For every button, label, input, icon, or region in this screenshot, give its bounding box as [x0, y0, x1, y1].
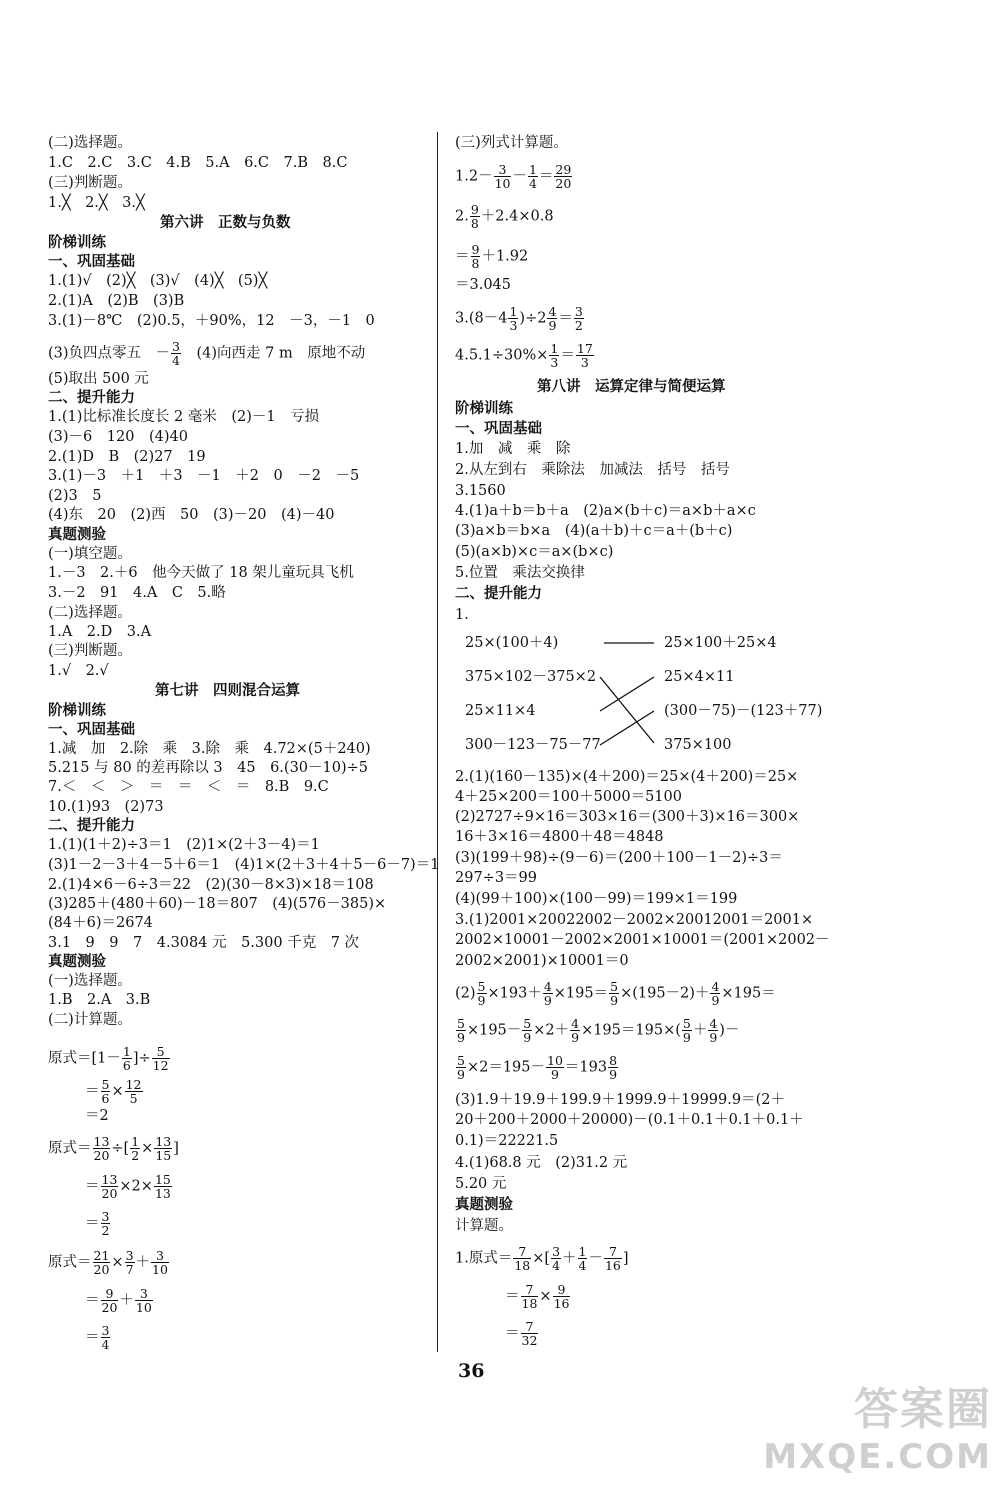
- fraction: $\frac{4}{9}$: [711, 979, 720, 1008]
- text-line: 2.(1)4×6－6÷3＝22 (2)(30－8×3)×18＝108: [48, 877, 374, 893]
- text-line: 4.(1)a＋b＝b＋a (2)a×(b＋c)＝a×b＋a×c: [455, 503, 756, 519]
- text-line: 1.(1)√ (2)╳ (3)√ (4)╳ (5)╳: [48, 273, 268, 289]
- calc-line: ＝ $\frac{3}{4}$: [85, 1323, 110, 1352]
- fraction: $\frac{17}{3}$: [576, 341, 593, 370]
- text-line: (4)(99＋100)×(100－99)＝199×1＝199: [455, 891, 738, 907]
- calc-line: ＝ $\frac{7}{18}$ × $\frac{9}{16}$: [505, 1282, 570, 1311]
- subheading: 阶梯训练: [455, 401, 513, 417]
- subheading: 阶梯训练: [48, 703, 106, 719]
- subheading: 二、提升能力: [48, 390, 135, 406]
- text-line: 4＋25×200＝100＋5000＝5100: [455, 789, 682, 805]
- calc-line: ＝ $\frac{9}{20}$ ＋ $\frac{3}{10}$: [85, 1286, 152, 1315]
- match-left-item: 300－123－75－77: [465, 737, 601, 753]
- section-heading: 第七讲 四则混合运算: [155, 683, 300, 699]
- fraction: $\frac{9}{16}$: [553, 1282, 570, 1311]
- fraction: $\frac{1}{3}$: [550, 341, 559, 370]
- text-line: 1.╳ 2.╳ 3.╳: [48, 195, 145, 211]
- fraction: $\frac{8}{9}$: [609, 1053, 618, 1082]
- fraction: $\frac{5}{9}$: [457, 1053, 465, 1082]
- fraction: $\frac{3}{10}$: [152, 1248, 168, 1277]
- fraction: $\frac{3}{10}$: [135, 1286, 152, 1315]
- text-line: 1.(1)(1＋2)÷3＝1 (2)1×(2＋3－4)＝1: [48, 837, 320, 853]
- calc-line: ＝ $\frac{5}{6}$ × $\frac{12}{5}$: [85, 1077, 142, 1106]
- watermark-logo: 答案圈: [854, 1384, 992, 1435]
- text-line: 2.(1)A (2)B (3)B: [48, 293, 185, 309]
- text-line: 16＋3×16＝4800＋48＝4848: [455, 829, 664, 845]
- fraction: $\frac{5}{9}$: [682, 1016, 691, 1045]
- fraction: $\frac{1}{6}$: [122, 1044, 131, 1073]
- calc-line: (2) $\frac{5}{9}$ ×193＋ $\frac{4}{9}$ ×195＝ $\frac{5}{9}$ ×(195－2)＋ $\frac{4}{9}$ ×195＝: [455, 979, 776, 1008]
- match-line: [600, 677, 654, 711]
- matching-lines: [596, 635, 662, 755]
- fraction: $\frac{4}{9}$: [571, 1016, 580, 1045]
- fraction: $\frac{5}{9}$: [610, 979, 619, 1008]
- fraction: $\frac{3}{7}$: [125, 1248, 134, 1277]
- text-line: 2.(1)(160－135)×(4＋200)＝25×(4＋200)＝25×: [455, 769, 799, 785]
- match-left-item: 375×102－375×2: [465, 669, 597, 685]
- fraction: $\frac{7}{18}$: [521, 1282, 538, 1311]
- subheading: 真题测验: [48, 954, 106, 970]
- fraction: $\frac{4}{9}$: [709, 1016, 718, 1045]
- fraction: $\frac{9}{20}$: [101, 1286, 118, 1315]
- subheading: 一、巩固基础: [48, 722, 135, 738]
- text-line: 1.(1)比标准长度长 2 毫米 (2)－1 亏损: [48, 409, 320, 425]
- text-line: 1.A 2.D 3.A: [48, 624, 152, 640]
- fraction: $\frac{3}{10}$: [494, 162, 511, 191]
- text-line: (一)选择题。: [48, 973, 132, 989]
- text-line: 4.(1)68.8 元 (2)31.2 元: [455, 1155, 628, 1171]
- text-line: (二)选择题。: [48, 605, 132, 621]
- fraction: $\frac{3}{4}$: [172, 339, 180, 368]
- text-line: (5)(a×b)×c＝a×(b×c): [455, 544, 614, 560]
- text-line: 1.√ 2.√: [48, 663, 109, 679]
- match-right-item: (300－75)－(123＋77): [664, 703, 823, 719]
- fraction: $\frac{13}{20}$: [93, 1134, 110, 1163]
- column-divider: [437, 132, 438, 1352]
- text-line: 7.＜ ＜ ＞ ＝ ＝ ＜ ＝ 8.B 9.C: [48, 779, 329, 795]
- match-right-item: 25×100＋25×4: [664, 635, 777, 651]
- text-line: 2002×10001－2002×2001×10001＝(2001×2002－: [455, 932, 830, 948]
- fraction: $\frac{15}{13}$: [154, 1172, 171, 1201]
- text-line: 3.1 9 9 7 4.3084 元 5.300 千克 7 次: [48, 935, 360, 951]
- fraction: $\frac{4}{9}$: [543, 979, 552, 1008]
- text-line: 1.B 2.A 3.B: [48, 992, 151, 1008]
- text-line: (3)a×b＝b×a (4)(a＋b)＋c＝a＋(b＋c): [455, 523, 733, 539]
- fraction: $\frac{21}{20}$: [93, 1248, 110, 1277]
- text-line: (5)取出 500 元: [48, 371, 149, 387]
- text-line: 3.(1)－8℃ (2)0.5，＋90%，12 －3，－1 0: [48, 313, 375, 329]
- match-line: [600, 677, 654, 743]
- text-line: 10.(1)93 (2)73: [48, 799, 164, 815]
- text-line: (3)1.9＋19.9＋199.9＋1999.9＋19999.9＝(2＋: [455, 1092, 785, 1108]
- text-line: (2)2727÷9×16＝303×16＝(300＋3)×16＝300×: [455, 809, 800, 825]
- text-line: (3)负四点零五 － $\frac{3}{4}$ (4)向西走 7 m 原地不动: [48, 339, 366, 368]
- text-line: (二)计算题。: [48, 1012, 132, 1028]
- text-line: (4)东 20 (2)西 50 (3)－20 (4)－40: [48, 507, 335, 523]
- text-line: 1.: [455, 607, 469, 623]
- text-line: (3)(199＋98)÷(9－6)＝(200＋100－1－2)÷3＝: [455, 850, 783, 866]
- text-line: (3)1－2－3＋4－5＋6＝1 (4)1×(2＋3＋4＋5－6－7)＝1: [48, 857, 440, 873]
- text-line: (三)判断题。: [48, 643, 132, 659]
- text-line: (三)判断题。: [48, 175, 132, 191]
- subheading: 二、提升能力: [48, 818, 135, 834]
- calc-line: 1.原式＝ $\frac{7}{18}$ ×[ $\frac{3}{4}$ ＋ $\frac{1}{4}$ － $\frac{7}{16}$ ]: [455, 1244, 629, 1273]
- match-right-item: 375×100: [664, 737, 732, 753]
- subheading: 一、巩固基础: [455, 421, 542, 437]
- text-line: 5.20 元: [455, 1176, 507, 1192]
- fraction: $\frac{7}{16}$: [604, 1244, 621, 1273]
- subheading: 真题测验: [48, 527, 106, 543]
- watermark: [763, 1373, 992, 1477]
- calc-line: ＝2: [85, 1108, 109, 1124]
- fraction: $\frac{9}{8}$: [471, 242, 480, 271]
- subheading: 真题测验: [455, 1197, 513, 1213]
- calc-line: 原式＝ $\frac{13}{20}$ ÷[ $\frac{1}{2}$ × $\frac{13}{15}$ ]: [48, 1134, 179, 1163]
- section-heading: 第六讲 正数与负数: [160, 215, 291, 231]
- calc-line: ＝ $\frac{7}{32}$: [505, 1319, 538, 1348]
- text-line: (84＋6)＝2674: [48, 915, 153, 931]
- fraction: $\frac{5}{9}$: [477, 979, 486, 1008]
- fraction: $\frac{3}{2}$: [101, 1209, 110, 1238]
- text-line: 5.215 与 80 的差再除以 3 45 6.(30－10)÷5: [48, 760, 368, 776]
- fraction: $\frac{13}{20}$: [101, 1172, 118, 1201]
- calc-line: ＝ $\frac{3}{2}$: [85, 1209, 110, 1238]
- calc-line: 3.(8－4 $\frac{1}{3}$ )÷2 $\frac{4}{9}$ ＝ $\frac{3}{2}$: [455, 304, 583, 333]
- calc-line: $\frac{5}{9}$ ×195－ $\frac{5}{9}$ ×2＋ $\frac{4}{9}$ ×195＝195×( $\frac{5}{9}$ ＋ $\frac{4}{9}$ )－: [457, 1016, 740, 1045]
- calc-line: ＝ $\frac{9}{8}$ ＋1.92: [455, 242, 529, 271]
- text-line: 2.从左到右 乘除法 加减法 括号 括号: [455, 462, 730, 478]
- fraction: $\frac{7}{32}$: [521, 1319, 538, 1348]
- text-line: 1.减 加 2.除 乘 3.除 乘 4.72×(5＋240): [48, 741, 371, 757]
- text-line: 计算题。: [455, 1218, 513, 1234]
- subheading: 阶梯训练: [48, 235, 106, 251]
- text-line: 1.C 2.C 3.C 4.B 5.A 6.C 7.B 8.C: [48, 155, 348, 171]
- fraction: $\frac{4}{9}$: [548, 304, 557, 333]
- text-line: (二)选择题。: [48, 135, 132, 151]
- text-line: 2002×2001)×10001＝0: [455, 953, 629, 969]
- fraction: $\frac{1}{3}$: [509, 304, 518, 333]
- calc-line: 4.5.1÷30%× $\frac{1}{3}$ ＝ $\frac{17}{3}$: [455, 341, 593, 370]
- fraction: $\frac{7}{18}$: [514, 1244, 531, 1273]
- fraction: $\frac{5}{12}$: [152, 1044, 169, 1073]
- text-line: 3.(1)－3 ＋1 ＋3 －1 ＋2 0 －2 －5: [48, 468, 360, 484]
- page-number: 36: [458, 1360, 485, 1382]
- calc-line: 2. $\frac{9}{8}$ ＋2.4×0.8: [455, 202, 554, 231]
- subheading: 二、提升能力: [455, 586, 542, 602]
- calc-line: ＝ $\frac{13}{20}$ ×2× $\frac{15}{13}$: [85, 1172, 171, 1201]
- fraction: $\frac{3}{4}$: [552, 1244, 561, 1273]
- text-line: 1.加 减 乘 除: [455, 441, 571, 457]
- text-line: (一)填空题。: [48, 546, 132, 562]
- fraction: $\frac{10}{9}$: [547, 1053, 563, 1082]
- fraction: $\frac{1}{4}$: [578, 1244, 587, 1273]
- fraction: $\frac{5}{9}$: [523, 1016, 532, 1045]
- text-line: 297÷3＝99: [455, 870, 538, 886]
- text-line: (3)285＋(480＋60)－18＝807 (4)(576－385)×: [48, 896, 387, 912]
- fraction: $\frac{29}{20}$: [555, 162, 572, 191]
- section-heading: 第八讲 运算定律与简便运算: [537, 379, 726, 395]
- watermark-url: MXQE.COM: [763, 1437, 992, 1477]
- text-line: (3)－6 120 (4)40: [48, 429, 188, 445]
- text-line: 5.位置 乘法交换律: [455, 565, 585, 581]
- calc-line: 原式＝[1－ $\frac{1}{6}$ ]÷ $\frac{5}{12}$: [48, 1044, 169, 1073]
- match-line: [600, 711, 654, 745]
- calc-line: $\frac{5}{9}$ ×2＝195－ $\frac{10}{9}$ ＝193 $\frac{8}{9}$: [457, 1053, 618, 1082]
- match-left-item: 25×11×4: [465, 703, 536, 719]
- fraction: $\frac{9}{8}$: [470, 202, 479, 231]
- text-line: (2)3 5: [48, 488, 102, 504]
- text-line: 2.(1)D B (2)27 19: [48, 449, 206, 465]
- fraction: $\frac{3}{2}$: [574, 304, 583, 333]
- text-line: 20＋200＋2000＋20000)－(0.1＋0.1＋0.1＋0.1＋: [455, 1112, 804, 1128]
- fraction: $\frac{13}{15}$: [155, 1134, 172, 1163]
- match-right-item: 25×4×11: [664, 669, 735, 685]
- text-line: 3.(1)2001×20022002－2002×20012001＝2001×: [455, 912, 814, 928]
- fraction: $\frac{1}{4}$: [528, 162, 537, 191]
- calc-line: 原式＝ $\frac{21}{20}$ × $\frac{3}{7}$ ＋ $\frac{3}{10}$: [48, 1248, 168, 1277]
- text-line: 1.－3 2.＋6 他今天做了 18 架儿童玩具飞机: [48, 565, 354, 581]
- fraction: $\frac{3}{4}$: [101, 1323, 110, 1352]
- fraction: $\frac{5}{9}$: [457, 1016, 465, 1045]
- match-left-item: 25×(100＋4): [465, 635, 559, 651]
- subheading: 一、巩固基础: [48, 254, 135, 270]
- text-line: 3.1560: [455, 483, 506, 499]
- calc-line: ＝3.045: [455, 277, 512, 293]
- text-line: (三)列式计算题。: [455, 135, 568, 151]
- fraction: $\frac{5}{6}$: [101, 1077, 110, 1106]
- calc-line: 1.2－ $\frac{3}{10}$ － $\frac{1}{4}$ ＝ $\frac{29}{20}$: [455, 162, 572, 191]
- fraction: $\frac{1}{2}$: [131, 1134, 140, 1163]
- text-line: 0.1)＝22221.5: [455, 1133, 559, 1149]
- fraction: $\frac{12}{5}$: [125, 1077, 142, 1106]
- text-line: 3.－2 91 4.A C 5.略: [48, 585, 226, 601]
